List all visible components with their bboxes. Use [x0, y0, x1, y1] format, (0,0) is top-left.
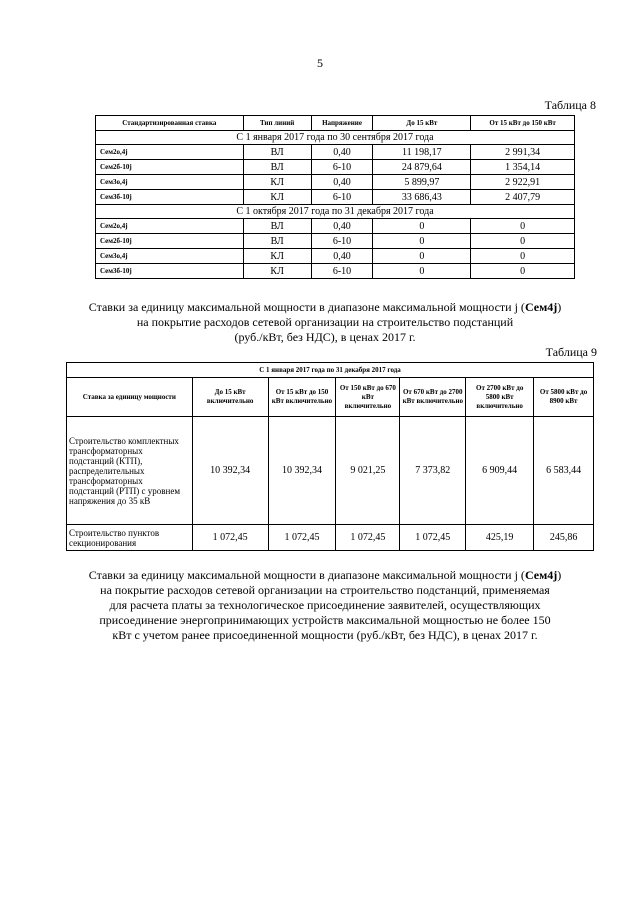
table-9-caption [60, 300, 590, 345]
caption-line: (руб./кВт, без НДС), в ценах 2017 г. [234, 330, 416, 344]
table-8-header-voltage: Напряжение [311, 116, 373, 131]
line-type-cell: ВЛ [243, 234, 311, 249]
table-9-header: От 15 кВт до 150 кВт включительно [268, 378, 336, 417]
table-8-header-upto15: До 15 кВт [373, 116, 471, 131]
table-row [96, 249, 575, 264]
voltage-cell: 6-10 [311, 160, 373, 175]
voltage-cell: 6-10 [311, 264, 373, 279]
table-row [96, 145, 575, 160]
table-9-header: От 2700 кВт до 5800 кВт включительно [466, 378, 534, 417]
table-8-period-2: С 1 октября 2017 года по 31 декабря 2017 года [96, 205, 575, 219]
value-cell: 1 072,45 [192, 525, 268, 551]
caption-line: на покрытие расходов сетевой организации на строительство подстанций, применяемая [100, 583, 550, 597]
value-cell: 245,86 [534, 525, 594, 551]
caption-line: для расчета платы за технологическое присоединение заявителей, осуществляющих [109, 598, 541, 612]
table-8-label: Таблица 8 [544, 98, 596, 112]
from15-cell: 0 [471, 234, 575, 249]
line-type-cell: ВЛ [243, 160, 311, 175]
from15-cell: 2 991,34 [471, 145, 575, 160]
voltage-cell: 0,40 [311, 219, 373, 234]
rate-cell: Сем2б-10j [96, 160, 244, 175]
table-9-title-row [67, 363, 594, 378]
table-row [96, 234, 575, 249]
table-8-header-type: Тип линий [243, 116, 311, 131]
rate-cell: Сем2б-10j [96, 234, 244, 249]
table-8 [95, 115, 575, 279]
from15-cell: 0 [471, 219, 575, 234]
from15-cell: 2 922,91 [471, 175, 575, 190]
line-type-cell: КЛ [243, 175, 311, 190]
voltage-cell: 0,40 [311, 175, 373, 190]
page-number: 5 [317, 56, 323, 70]
caption-text: ) [557, 300, 562, 314]
table-10-caption [60, 568, 590, 643]
line-type-cell: КЛ [243, 190, 311, 205]
caption-line: присоединение энергопринимающих устройств максимальной мощностью не более 150 [99, 613, 551, 627]
value-cell: 1 072,45 [336, 525, 400, 551]
from15-cell: 1 354,14 [471, 160, 575, 175]
table-8-header-rate: Стандартизированная ставка [96, 116, 244, 131]
value-cell: 10 392,34 [192, 417, 268, 525]
line-type-cell: КЛ [243, 249, 311, 264]
table-9-header-row [67, 378, 594, 417]
upto15-cell: 11 198,17 [373, 145, 471, 160]
row-name-cell: Строительство комплектных трансформаторных подстанций (КТП), распределительных трансформаторных подстанций (РТП) с уровнем напряжения до 35 кВ [67, 417, 193, 525]
upto15-cell: 0 [373, 264, 471, 279]
table-row [96, 190, 575, 205]
voltage-cell: 0,40 [311, 145, 373, 160]
table-9-header: Ставка за единицу мощности [67, 378, 193, 417]
caption-line: кВт с учетом ранее присоединенной мощности (руб./кВт, без НДС), в ценах 2017 г. [112, 628, 538, 642]
caption-symbol: Сем4j [524, 300, 558, 314]
upto15-cell: 0 [373, 249, 471, 264]
upto15-cell: 33 686,43 [373, 190, 471, 205]
value-cell: 7 373,82 [400, 417, 466, 525]
caption-line [60, 300, 590, 315]
value-cell: 6 909,44 [466, 417, 534, 525]
value-cell: 1 072,45 [400, 525, 466, 551]
line-type-cell: КЛ [243, 264, 311, 279]
table-9-header: До 15 кВт включительно [192, 378, 268, 417]
value-cell: 6 583,44 [534, 417, 594, 525]
caption-line [60, 568, 590, 583]
from15-cell: 0 [471, 249, 575, 264]
table-9-header: От 150 кВт до 670 кВт включительно [336, 378, 400, 417]
line-type-cell: ВЛ [243, 145, 311, 160]
voltage-cell: 6-10 [311, 190, 373, 205]
voltage-cell: 0,40 [311, 249, 373, 264]
table-row [67, 525, 594, 551]
caption-text: ) [557, 568, 562, 582]
from15-cell: 2 407,79 [471, 190, 575, 205]
rate-cell: Сем3б-10j [96, 264, 244, 279]
table-8-header-row [96, 116, 575, 131]
value-cell: 1 072,45 [268, 525, 336, 551]
caption-text: Ставки за единицу максимальной мощности в диапазоне максимальной мощности j ( [88, 568, 525, 582]
caption-line: на покрытие расходов сетевой организации на строительство подстанций [136, 315, 514, 329]
table-9 [66, 362, 594, 551]
rate-cell: Сем3б-10j [96, 190, 244, 205]
table-8-period-row [96, 205, 575, 219]
table-row [67, 417, 594, 525]
upto15-cell: 5 899,97 [373, 175, 471, 190]
table-row [96, 160, 575, 175]
rate-cell: Сем2о,4j [96, 145, 244, 160]
table-row [96, 264, 575, 279]
value-cell: 425,19 [466, 525, 534, 551]
table-9-header: От 670 кВт до 2700 кВт включительно [400, 378, 466, 417]
table-9-header: От 5800 кВт до 8900 кВт [534, 378, 594, 417]
voltage-cell: 6-10 [311, 234, 373, 249]
caption-symbol: Сем4j [524, 568, 558, 582]
table-8-period-1: С 1 января 2017 года по 30 сентября 2017 года [96, 131, 575, 145]
table-8-period-row [96, 131, 575, 145]
row-name-cell: Строительство пунктов секционирования [67, 525, 193, 551]
line-type-cell: ВЛ [243, 219, 311, 234]
table-row [96, 219, 575, 234]
table-8-header-from15: От 15 кВт до 150 кВт [471, 116, 575, 131]
upto15-cell: 0 [373, 219, 471, 234]
table-9-title: С 1 января 2017 года по 31 декабря 2017 года [67, 363, 594, 378]
upto15-cell: 24 879,64 [373, 160, 471, 175]
rate-cell: Сем3о,4j [96, 249, 244, 264]
upto15-cell: 0 [373, 234, 471, 249]
value-cell: 9 021,25 [336, 417, 400, 525]
caption-text: Ставки за единицу максимальной мощности в диапазоне максимальной мощности j ( [88, 300, 525, 314]
rate-cell: Сем2о,4j [96, 219, 244, 234]
from15-cell: 0 [471, 264, 575, 279]
value-cell: 10 392,34 [268, 417, 336, 525]
rate-cell: Сем3о,4j [96, 175, 244, 190]
table-9-label: Таблица 9 [545, 345, 597, 359]
table-row [96, 175, 575, 190]
